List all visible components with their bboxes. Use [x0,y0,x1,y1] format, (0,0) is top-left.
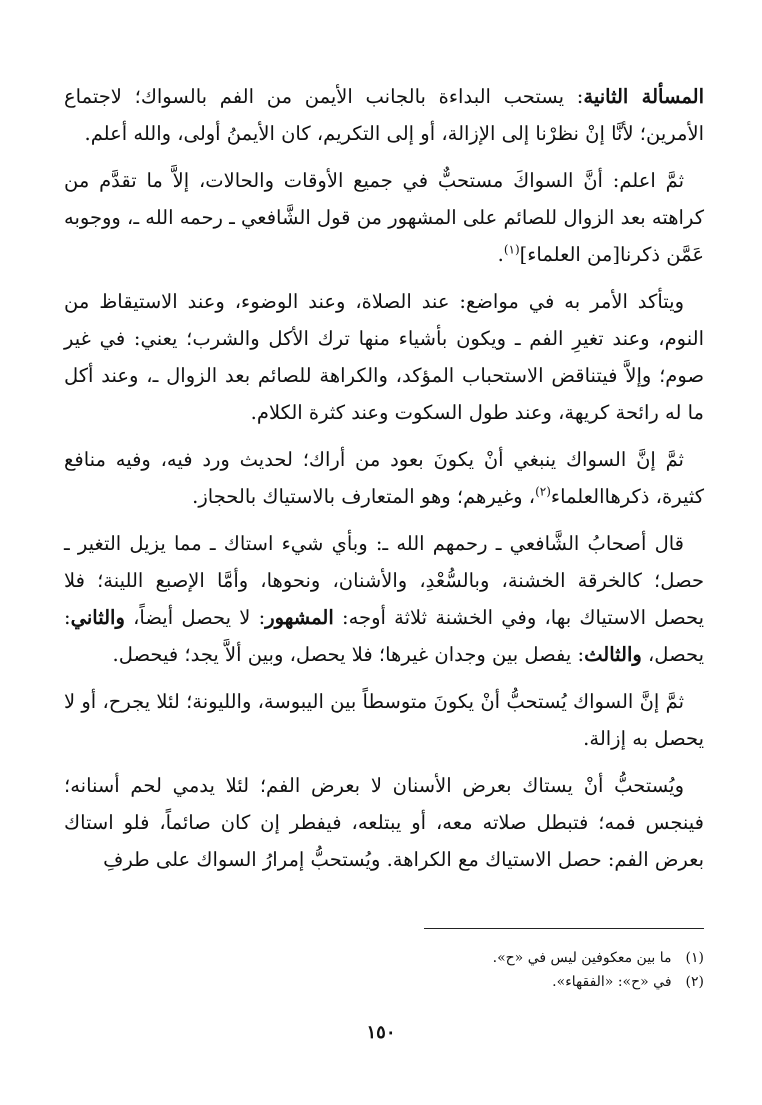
paragraph-7 [64,767,704,878]
paragraph-5-seg-5: والثالث [584,643,642,666]
paragraph-4 [64,441,704,515]
footnote-2-text: في «ح»: «الفقهاء». [552,974,672,990]
footnote-1 [64,946,704,970]
footnote-1-number: (١) [685,950,704,966]
footnote-ref-2: (٢) [535,484,551,499]
main-text [64,78,704,888]
paragraph-3-text: ويتأكد الأمر به في مواضع: عند الصلاة، وعند الوضوء، وعند الاستيقاظ من النوم، وعند تغيرِ الفم ـ ويكون بأشياء منها ترك الأكل والشرب؛ يعني: في غير صوم؛ وإلاَّ فيتناقض الاستحباب المؤكد، والكراهة للصائم بعد الزوال ـ، وعند أكل ما له رائحة كريهة، وعند طول السكوت وعند كثرة الكلام. [64,290,704,424]
paragraph-5-seg-4: : يحصل، [64,606,704,666]
footnote-2 [64,970,704,994]
paragraph-7-text: ويُستحبُّ أنْ يستاك بعرض الأسنان لا بعرض الفم؛ لئلا يدمي لحم أسنانه؛ فينجس فمه؛ فتبطل صلاته معه، أو يبتلعه، فيفطر إن كان صائماً، فلو استاك بعرض الفم: حصل الاستياك مع الكراهة. ويُستحبُّ إمرارُ السواك على طرفِ [64,774,704,871]
paragraph-1-text: : يستحب البداءة بالجانب الأيمن من الفم بالسواك؛ لاجتماع الأمرين؛ لأنَّا إنْ نظرْنا إلى الإزالة، أو إلى التكريم، كان الأيمنُ أولى، والله أعلم. [64,85,704,145]
paragraph-4-text: ثمَّ إنَّ السواك ينبغي أنْ يكونَ بعود من أراك؛ لحديث ورد فيه، وفيه منافع كثيرة، ذكرهاالعلماء [64,448,704,508]
paragraph-5-seg-6: : يفصل بين وجدان غيرها؛ فلا يحصل، وبين ألاَّ يجد؛ فيحصل. [112,643,585,666]
paragraph-6 [64,683,704,757]
section-heading: المسألة الثانية [583,85,704,108]
paragraph-2-end: . [497,243,504,266]
paragraph-2-text: ثمَّ اعلم: أنَّ السواكَ مستحبٌّ في جميع الأوقات والحالات، إلاَّ ما تقدَّم من كراهته بعد الزوال للصائم على المشهور من قول الشَّافعي ـ رحمه الله ـ، ووجوبه عَمَّن ذكرنا[من العلماء] [64,169,704,266]
footnote-2-number: (٢) [685,974,704,990]
footnotes [64,946,704,994]
paragraph-5-seg-2: : لا يحصل أيضاً، [124,606,266,629]
footnote-ref-1: (١) [503,242,520,257]
paragraph-5-seg-0: قال أصحابُ الشَّافعي ـ رحمهم الله ـ: وبأي شيء استاك ـ مما يزيل التغير ـ حصل؛ كالخرقة الخشنة، وبالسُّعْدِ، والأشنان، ونحوها، وأمَّا الإصبع اللينة؛ فلا يحصل الاستياك بها، وفي الخشنة ثلاثة أوجه: [64,532,704,629]
paragraph-3 [64,283,704,431]
paragraph-5-seg-1: المشهور [265,606,334,629]
footnote-divider [424,928,704,929]
paragraph-2 [64,162,704,273]
paragraph-5 [64,525,704,673]
paragraph-5-seg-3: والثاني [70,606,125,629]
page-number: ١٥٠ [366,1022,396,1043]
paragraph-4-end: ، وغيرهم؛ وهو المتعارف بالاستياك بالحجاز. [192,485,536,508]
paragraph-6-text: ثمَّ إنَّ السواك يُستحبُّ أنْ يكونَ متوسطاً بين اليبوسة، والليونة؛ لئلا يجرح، أو لا يحصل به إزالة. [64,690,704,750]
footnote-1-text: ما بين معكوفين ليس في «ح». [492,950,672,966]
paragraph-1 [64,78,704,152]
